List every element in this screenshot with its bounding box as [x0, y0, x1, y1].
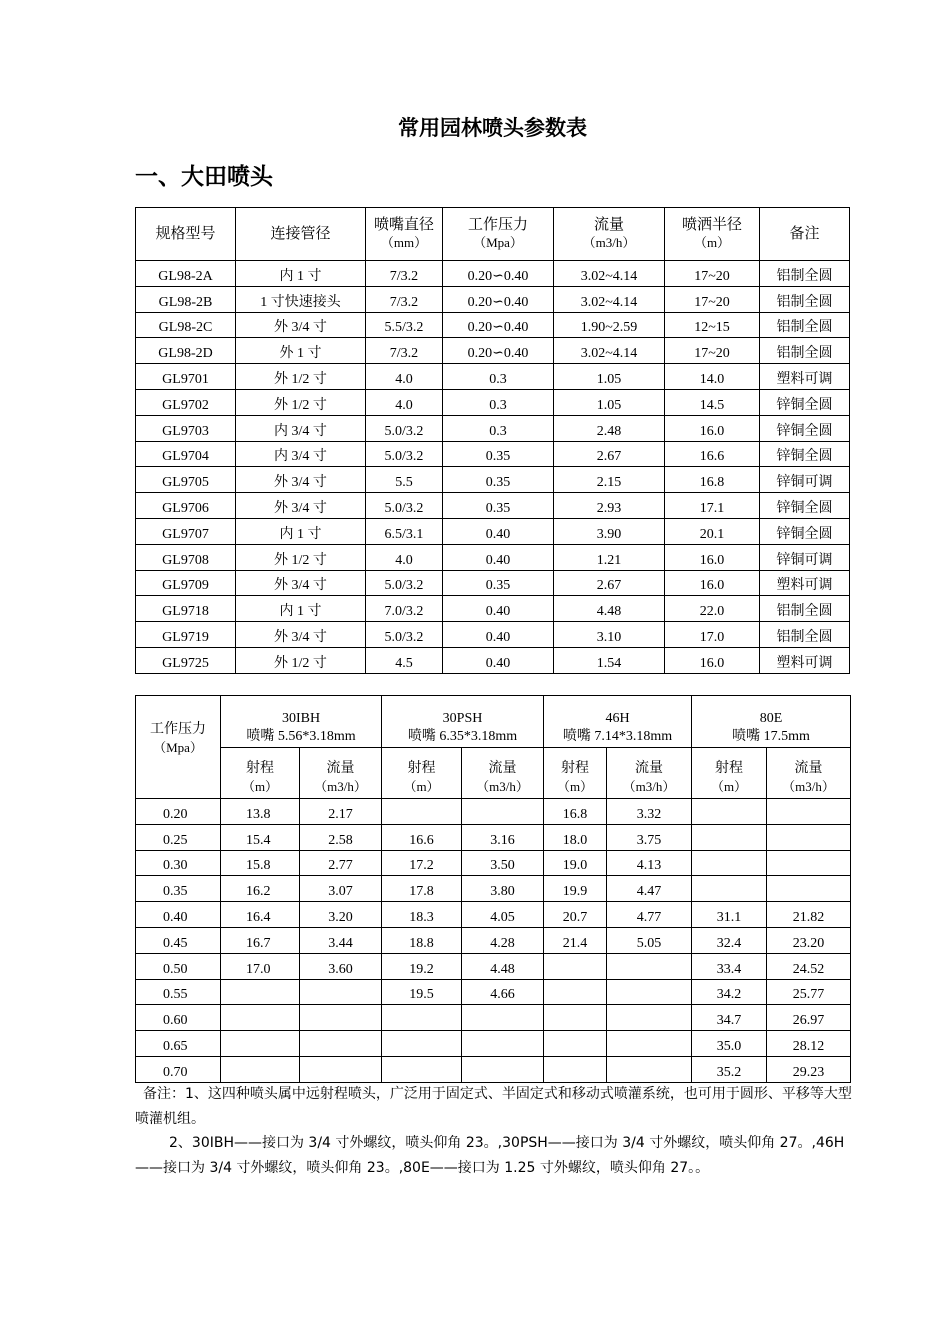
table-cell: 4.28 [462, 927, 544, 953]
table-cell [382, 799, 462, 825]
table-cell: 16.0 [665, 647, 760, 673]
table-row [136, 261, 850, 287]
table-cell [221, 979, 300, 1005]
table-cell [607, 1005, 692, 1031]
table-cell: 铝制全圆 [760, 596, 850, 622]
table-cell [692, 824, 767, 850]
table-cell: GL9705 [136, 467, 236, 493]
flow-subheader: 流量 （m3/h） [300, 748, 382, 799]
table-cell: 3.32 [607, 799, 692, 825]
table-cell: 7/3.2 [366, 286, 443, 312]
table-cell: 0.60 [136, 1005, 221, 1031]
table-cell: 35.2 [692, 1056, 767, 1082]
table-cell: 外 1/2 寸 [236, 544, 366, 570]
table-cell: 16.4 [221, 902, 300, 928]
table-cell: 0.55 [136, 979, 221, 1005]
table-row [136, 544, 850, 570]
col-header-nozzle: 喷嘴直径 （mm） [366, 208, 443, 261]
table-cell: 7.0/3.2 [366, 596, 443, 622]
table-cell: 0.35 [443, 467, 554, 493]
table-cell: 内 1 寸 [236, 596, 366, 622]
table-cell [462, 1031, 544, 1057]
flow-subheader: 流量 （m3/h） [607, 748, 692, 799]
table-cell: 外 1 寸 [236, 338, 366, 364]
table-cell: 4.05 [462, 902, 544, 928]
table-cell: 0.35 [443, 570, 554, 596]
table-cell: 5.0/3.2 [366, 493, 443, 519]
table-cell: 0.40 [443, 596, 554, 622]
table-cell: 0.30 [136, 850, 221, 876]
table-row [136, 647, 850, 673]
table-cell: 铝制全圆 [760, 338, 850, 364]
table-cell [221, 1056, 300, 1082]
table-cell: 0.70 [136, 1056, 221, 1082]
table-cell: 35.0 [692, 1031, 767, 1057]
table-row [136, 1056, 851, 1082]
table-cell: 34.2 [692, 979, 767, 1005]
table-cell: 外 3/4 寸 [236, 493, 366, 519]
table-cell: 2.58 [300, 824, 382, 850]
table-cell: 2.15 [554, 467, 665, 493]
table-cell: 0.35 [443, 493, 554, 519]
table-row [136, 824, 851, 850]
table-cell: 铝制全圆 [760, 622, 850, 648]
table-cell: 外 1/2 寸 [236, 647, 366, 673]
table-cell: 3.16 [462, 824, 544, 850]
range-subheader: 射程 （m） [692, 748, 767, 799]
table-cell: 5.5/3.2 [366, 312, 443, 338]
table-cell: 16.8 [544, 799, 607, 825]
table-cell: 19.2 [382, 953, 462, 979]
note-2: 2、30IBH——接口为 3/4 寸外螺纹，喷头仰角 23。,30PSH——接口为 3/4 寸外螺纹，喷头仰角 27。,46H——接口为 3/4 寸外螺纹，喷头仰角 23。,80E——接口为 1.25 寸外螺纹，喷头仰角 27。。 [135, 1135, 845, 1176]
table-cell [607, 1056, 692, 1082]
table-row [136, 1005, 851, 1031]
table-cell: 5.0/3.2 [366, 622, 443, 648]
table-cell: 0.3 [443, 389, 554, 415]
table-cell: 外 3/4 寸 [236, 570, 366, 596]
table-row [136, 415, 850, 441]
table-cell: 20.7 [544, 902, 607, 928]
table-cell: 3.02~4.14 [554, 338, 665, 364]
table-cell: 31.1 [692, 902, 767, 928]
table-cell: 1.54 [554, 647, 665, 673]
model-header-46h: 46H 喷嘴 7.14*3.18mm [544, 696, 692, 748]
table-cell: 塑料可调 [760, 647, 850, 673]
table-cell: 7/3.2 [366, 261, 443, 287]
table-cell [544, 1031, 607, 1057]
table-cell [767, 876, 851, 902]
field-sprinkler-table [135, 207, 850, 674]
table-cell [692, 876, 767, 902]
table-cell: 0.35 [136, 876, 221, 902]
table-cell: 1.90~2.59 [554, 312, 665, 338]
table-header-row [136, 696, 851, 748]
table-cell: 2.67 [554, 570, 665, 596]
table-cell: 锌铜全圆 [760, 441, 850, 467]
table-cell [382, 1005, 462, 1031]
table-row [136, 312, 850, 338]
table-cell: 0.20∽0.40 [443, 312, 554, 338]
table-cell: 32.4 [692, 927, 767, 953]
table-cell: 28.12 [767, 1031, 851, 1057]
table-cell: 1.05 [554, 389, 665, 415]
table-cell: 0.20∽0.40 [443, 338, 554, 364]
table-subheader-row [136, 748, 851, 799]
table-cell: 0.40 [136, 902, 221, 928]
table-row [136, 518, 850, 544]
table-cell: 0.50 [136, 953, 221, 979]
table-row [136, 927, 851, 953]
table-cell: GL9725 [136, 647, 236, 673]
model-header-80e: 80E 喷嘴 17.5mm [692, 696, 851, 748]
table-cell [544, 1056, 607, 1082]
table-cell: 塑料可调 [760, 570, 850, 596]
page-title: 常用园林喷头参数表 [398, 116, 587, 140]
table-cell: 3.02~4.14 [554, 286, 665, 312]
table-cell [544, 953, 607, 979]
table-cell: 外 3/4 寸 [236, 467, 366, 493]
table-cell: 1.05 [554, 364, 665, 390]
table-cell: 外 3/4 寸 [236, 622, 366, 648]
table-row [136, 364, 850, 390]
table-row [136, 799, 851, 825]
table-cell: 17.0 [665, 622, 760, 648]
table-cell: 3.02~4.14 [554, 261, 665, 287]
table-cell: 0.40 [443, 544, 554, 570]
range-subheader: 射程 （m） [382, 748, 462, 799]
table-cell: GL9702 [136, 389, 236, 415]
table-cell: 0.20∽0.40 [443, 261, 554, 287]
table-cell [767, 850, 851, 876]
table-cell: 2.67 [554, 441, 665, 467]
flow-subheader: 流量 （m3/h） [767, 748, 851, 799]
table-cell: 内 1 寸 [236, 518, 366, 544]
table-cell: 0.3 [443, 415, 554, 441]
table-cell: GL9718 [136, 596, 236, 622]
table-cell: 17.1 [665, 493, 760, 519]
col-header-pressure: 工作压力 （Mpa） [443, 208, 554, 261]
table-cell [462, 799, 544, 825]
table-cell: 4.5 [366, 647, 443, 673]
table-cell: 2.17 [300, 799, 382, 825]
col-header-pipe: 连接管径 [236, 208, 366, 261]
table-cell [221, 1005, 300, 1031]
table-cell: 锌铜全圆 [760, 518, 850, 544]
table-cell: 21.82 [767, 902, 851, 928]
table-row [136, 876, 851, 902]
table-cell: 0.20∽0.40 [443, 286, 554, 312]
table-cell: 12~15 [665, 312, 760, 338]
long-range-sprinkler-table [135, 695, 851, 1083]
table-cell: 2.48 [554, 415, 665, 441]
table-cell: 21.4 [544, 927, 607, 953]
table-cell: 18.8 [382, 927, 462, 953]
table-cell: GL9708 [136, 544, 236, 570]
col-header-model: 规格型号 [136, 208, 236, 261]
table-cell [544, 1005, 607, 1031]
table-row [136, 570, 850, 596]
table-cell: 3.80 [462, 876, 544, 902]
table-header-row [136, 208, 850, 261]
table-cell: 4.0 [366, 389, 443, 415]
table-cell: 16.6 [665, 441, 760, 467]
table-cell: 4.48 [462, 953, 544, 979]
table-cell: 33.4 [692, 953, 767, 979]
table-cell: 5.0/3.2 [366, 441, 443, 467]
table-cell: 0.40 [443, 647, 554, 673]
table-cell: 5.05 [607, 927, 692, 953]
table-cell: GL9704 [136, 441, 236, 467]
table-cell: 外 1/2 寸 [236, 389, 366, 415]
table-cell: GL98-2A [136, 261, 236, 287]
table-row [136, 622, 850, 648]
table-cell: 29.23 [767, 1056, 851, 1082]
table-cell: 外 3/4 寸 [236, 312, 366, 338]
table-cell: 16.2 [221, 876, 300, 902]
table-cell: 17.2 [382, 850, 462, 876]
table-cell [300, 1056, 382, 1082]
table-cell: 内 1 寸 [236, 261, 366, 287]
table-cell [382, 1056, 462, 1082]
table-cell [300, 1031, 382, 1057]
table-cell: GL9707 [136, 518, 236, 544]
range-subheader: 射程 （m） [544, 748, 607, 799]
table-row [136, 953, 851, 979]
table-cell [607, 979, 692, 1005]
table-cell [462, 1005, 544, 1031]
table-cell: 2.93 [554, 493, 665, 519]
table-cell: 15.8 [221, 850, 300, 876]
table-cell: 0.35 [443, 441, 554, 467]
table-cell: 16.0 [665, 570, 760, 596]
table-cell: 16.0 [665, 415, 760, 441]
note-1: 备注：1、这四种喷头属中远射程喷头，广泛用于固定式、半固定式和移动式喷灌系统，也可用于圆形、平移等大型喷灌机组。 [135, 1086, 852, 1127]
table-cell: 内 3/4 寸 [236, 441, 366, 467]
table-cell: 17~20 [665, 286, 760, 312]
table-cell: 0.25 [136, 824, 221, 850]
table-cell: 16.7 [221, 927, 300, 953]
table-cell: 锌铜全圆 [760, 415, 850, 441]
table-cell: 18.3 [382, 902, 462, 928]
table-cell: 锌铜可调 [760, 467, 850, 493]
table-cell [382, 1031, 462, 1057]
table-cell: 0.45 [136, 927, 221, 953]
table-cell: 17~20 [665, 261, 760, 287]
table-cell: GL9706 [136, 493, 236, 519]
table-cell: 2.77 [300, 850, 382, 876]
table-cell: 铝制全圆 [760, 286, 850, 312]
range-subheader: 射程 （m） [221, 748, 300, 799]
col-header-flow: 流量 （m3/h） [554, 208, 665, 261]
table-cell: 锌铜全圆 [760, 389, 850, 415]
table-cell: 3.44 [300, 927, 382, 953]
table-cell: 19.9 [544, 876, 607, 902]
table-cell: 18.0 [544, 824, 607, 850]
table-cell [692, 799, 767, 825]
table-cell [221, 1031, 300, 1057]
table-cell: 4.66 [462, 979, 544, 1005]
table-cell: 4.0 [366, 364, 443, 390]
table-row [136, 1031, 851, 1057]
table-cell: 0.3 [443, 364, 554, 390]
col-header-remark: 备注 [760, 208, 850, 261]
table-cell: 铝制全圆 [760, 261, 850, 287]
table-cell: 6.5/3.1 [366, 518, 443, 544]
table-row [136, 493, 850, 519]
table-cell: 3.20 [300, 902, 382, 928]
table-cell [300, 979, 382, 1005]
table-row [136, 389, 850, 415]
table-cell: 19.0 [544, 850, 607, 876]
table-cell: 1 寸快速接头 [236, 286, 366, 312]
table-cell: 23.20 [767, 927, 851, 953]
table-cell [544, 979, 607, 1005]
table-row [136, 850, 851, 876]
table-cell: 17.0 [221, 953, 300, 979]
table-cell: 25.77 [767, 979, 851, 1005]
table-cell: 3.60 [300, 953, 382, 979]
table-cell: 17~20 [665, 338, 760, 364]
table-cell: GL98-2C [136, 312, 236, 338]
table-cell: 3.50 [462, 850, 544, 876]
table-cell: GL98-2B [136, 286, 236, 312]
table-cell [607, 953, 692, 979]
table-cell: 14.5 [665, 389, 760, 415]
table-row [136, 286, 850, 312]
table-cell: 13.8 [221, 799, 300, 825]
table-cell: 锌铜全圆 [760, 493, 850, 519]
table-cell: 塑料可调 [760, 364, 850, 390]
table-cell: 26.97 [767, 1005, 851, 1031]
table-cell: 4.0 [366, 544, 443, 570]
table-cell: 1.21 [554, 544, 665, 570]
table-cell: 3.75 [607, 824, 692, 850]
table-cell: 3.07 [300, 876, 382, 902]
table-cell: 锌铜可调 [760, 544, 850, 570]
table-cell: 4.77 [607, 902, 692, 928]
table-cell: 4.48 [554, 596, 665, 622]
table-row [136, 441, 850, 467]
table-cell: 0.20 [136, 799, 221, 825]
col-header-pressure: 工作压力 （Mpa） [136, 696, 221, 799]
col-header-radius: 喷洒半径 （m） [665, 208, 760, 261]
table-cell: 34.7 [692, 1005, 767, 1031]
table-cell [692, 850, 767, 876]
flow-subheader: 流量 （m3/h） [462, 748, 544, 799]
table-cell: 0.65 [136, 1031, 221, 1057]
table-cell: 16.6 [382, 824, 462, 850]
table-cell: 16.8 [665, 467, 760, 493]
table-cell: GL9703 [136, 415, 236, 441]
table-cell: 22.0 [665, 596, 760, 622]
table-cell [767, 824, 851, 850]
table-cell [462, 1056, 544, 1082]
table-row [136, 467, 850, 493]
table-cell: 0.40 [443, 622, 554, 648]
table-cell: GL9709 [136, 570, 236, 596]
table-cell: 外 1/2 寸 [236, 364, 366, 390]
table-row [136, 338, 850, 364]
table-cell: 16.0 [665, 544, 760, 570]
model-header-30ibh: 30IBH 喷嘴 5.56*3.18mm [221, 696, 382, 748]
table-row [136, 979, 851, 1005]
table-cell: 20.1 [665, 518, 760, 544]
table-cell: 3.10 [554, 622, 665, 648]
table-cell: 15.4 [221, 824, 300, 850]
table-row [136, 902, 851, 928]
model-header-30psh: 30PSH 喷嘴 6.35*3.18mm [382, 696, 544, 748]
table-cell: 7/3.2 [366, 338, 443, 364]
table-cell [300, 1005, 382, 1031]
table-row [136, 596, 850, 622]
table-cell: 5.0/3.2 [366, 570, 443, 596]
table-cell: GL9719 [136, 622, 236, 648]
table-cell: 5.0/3.2 [366, 415, 443, 441]
table-cell: 4.13 [607, 850, 692, 876]
table-cell: 17.8 [382, 876, 462, 902]
table-cell [607, 1031, 692, 1057]
table-cell: 14.0 [665, 364, 760, 390]
table-cell: 5.5 [366, 467, 443, 493]
table-cell [767, 799, 851, 825]
table-cell: 0.40 [443, 518, 554, 544]
table-cell: 24.52 [767, 953, 851, 979]
table-cell: 内 3/4 寸 [236, 415, 366, 441]
table-cell: 4.47 [607, 876, 692, 902]
table-cell: 19.5 [382, 979, 462, 1005]
table-cell: GL9701 [136, 364, 236, 390]
section-heading: 一、大田喷头 [135, 164, 273, 190]
table-cell: 铝制全圆 [760, 312, 850, 338]
table-cell: GL98-2D [136, 338, 236, 364]
table-cell: 3.90 [554, 518, 665, 544]
